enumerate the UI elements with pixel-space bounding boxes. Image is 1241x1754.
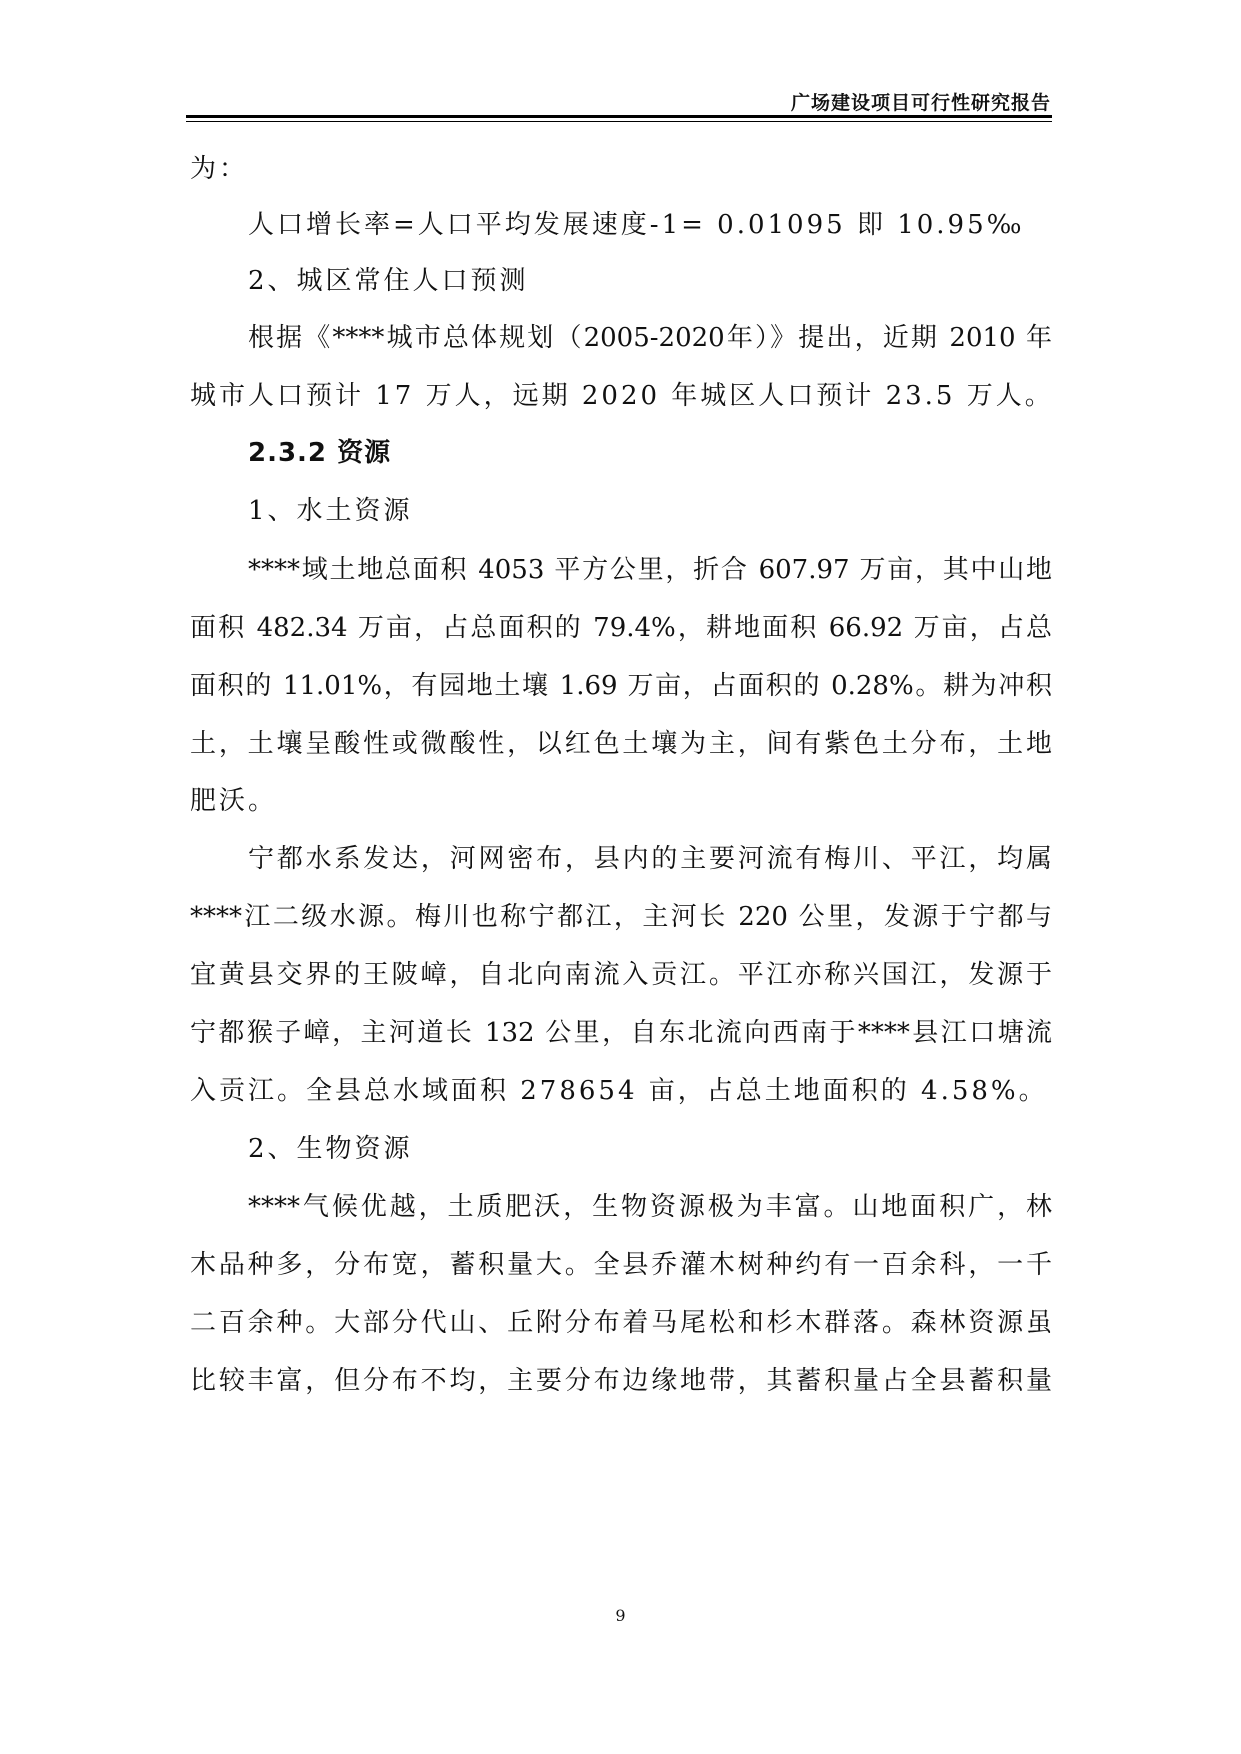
text-line: 面积 482.34 万亩，占总面积的 79.4%，耕地面积 66.92 万亩，占总 [190, 613, 1052, 643]
text-line: 入贡江。全县总水域面积 278654 亩，占总土地面积的 4.58%。 [190, 1076, 1048, 1106]
text-line: ****气候优越，土质肥沃，生物资源极为丰富。山地面积广，林 [248, 1192, 1052, 1222]
text-line: ****域土地总面积 4053 平方公里，折合 607.97 万亩，其中山地 [248, 555, 1052, 585]
text-line: 木品种多，分布宽，蓄积量大。全县乔灌木树种约有一百余科，一千 [190, 1250, 1052, 1280]
page-number: 9 [615, 1606, 626, 1625]
text-line: 肥沃。 [190, 786, 278, 816]
text-line: 二百余种。大部分代山、丘附分布着马尾松和杉木群落。森林资源虽 [190, 1308, 1052, 1338]
text-line: 为： [190, 154, 249, 184]
section-heading: 2.3.2 资源 [248, 438, 392, 468]
text-line: 宁都水系发达，河网密布，县内的主要河流有梅川、平江，均属 [248, 844, 1052, 874]
text-line: 城市人口预计 17 万人，远期 2020 年城区人口预计 23.5 万人。 [190, 381, 1054, 411]
header-rule-thick [186, 115, 1052, 118]
text-line: 土，土壤呈酸性或微酸性，以红色土壤为主，间有紫色土分布，土地 [190, 729, 1052, 759]
subsection-title: 2、城区常住人口预测 [248, 266, 529, 296]
text-line: 宁都猴子嶂，主河道长 132 公里，自东北流向西南于****县江口塘流 [190, 1018, 1052, 1048]
text-line: 宜黄县交界的王陂嶂，自北向南流入贡江。平江亦称兴国江，发源于 [190, 960, 1052, 990]
subsection-title: 2、生物资源 [248, 1134, 413, 1164]
text-line: 面积的 11.01%，有园地土壤 1.69 万亩，占面积的 0.28%。耕为冲积 [190, 671, 1052, 701]
subsection-title: 1、水土资源 [248, 496, 413, 526]
header-title: 广场建设项目可行性研究报告 [790, 92, 1051, 114]
text-line: 比较丰富，但分布不均，主要分布边缘地带，其蓄积量占全县蓄积量 [190, 1366, 1052, 1396]
formula-line: 人口增长率=人口平均发展速度-1= 0.01095 即 10.95‰ [248, 210, 1025, 240]
header-rule-thin [186, 121, 1052, 122]
text-line: ****江二级水源。梅川也称宁都江，主河长 220 公里，发源于宁都与 [190, 902, 1052, 932]
text-line: 根据《****城市总体规划（2005-2020年）》提出，近期 2010 年 [248, 323, 1052, 353]
